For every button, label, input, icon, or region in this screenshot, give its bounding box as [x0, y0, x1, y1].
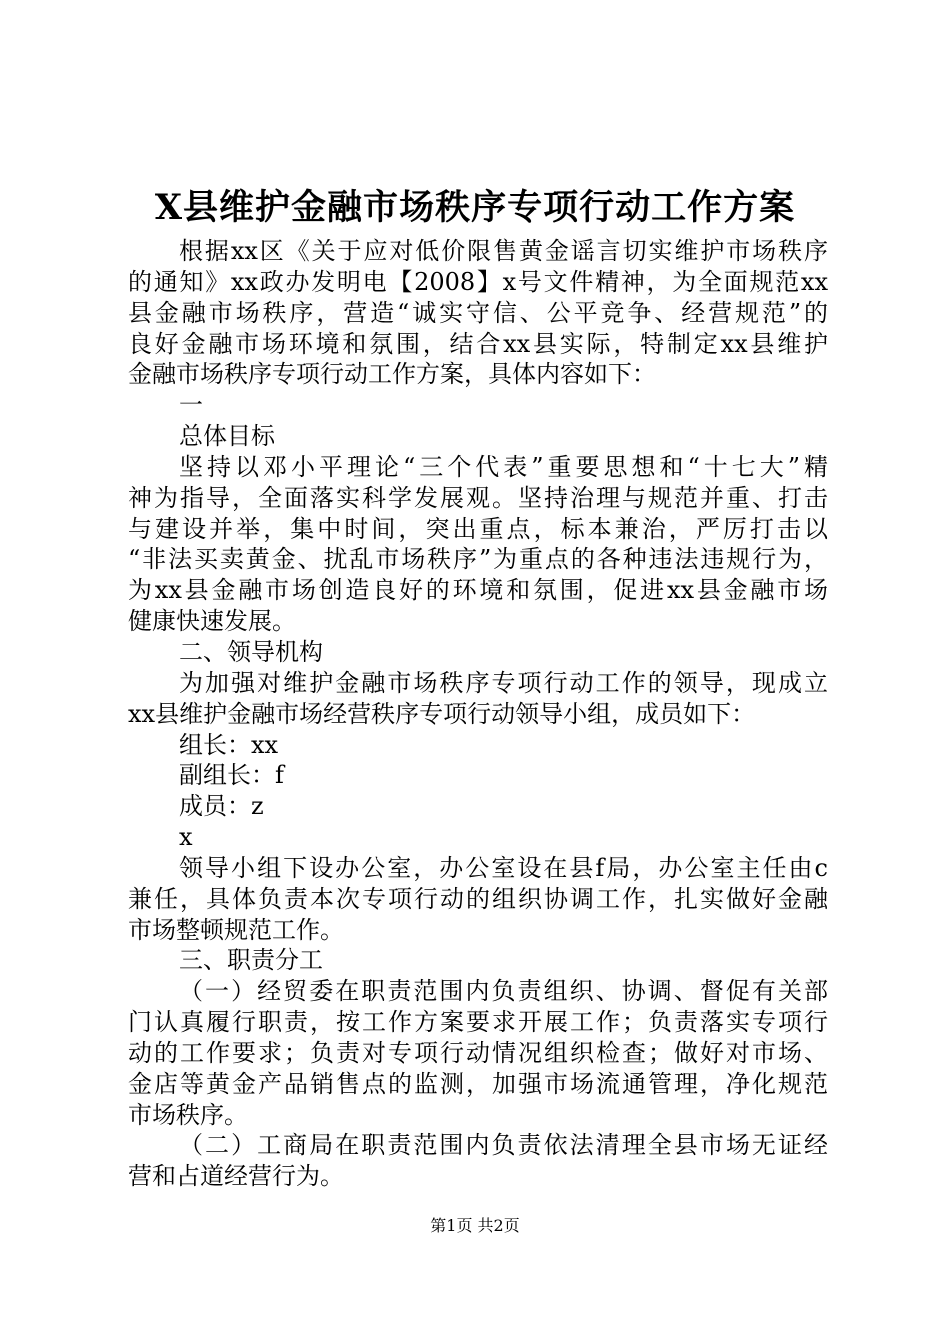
body-line: 与建设并举，集中时间，突出重点，标本兼治，严厉打击以 [128, 514, 828, 543]
body-line: 坚持以邓小平理论“三个代表”重要思想和“十七大”精 [179, 452, 828, 481]
section-heading: 总体目标 [179, 422, 275, 451]
body-line: 金融市场秩序专项行动工作方案，具体内容如下： [128, 360, 656, 389]
body-line: 市场整顿规范工作。 [128, 915, 344, 944]
section-heading: 二、领导机构 [179, 637, 323, 666]
member-line: 成员：z [179, 792, 264, 821]
body-line: 营和占道经营行为。 [128, 1162, 344, 1191]
section-number: 一 [179, 391, 203, 420]
page-footer: 第1页 共2页 [430, 1216, 520, 1235]
document-body [128, 236, 828, 1192]
body-line: 金店等黄金产品销售点的监测，加强市场流通管理，净化规范 [128, 1069, 828, 1098]
body-line: 兼任，具体负责本次专项行动的组织协调工作，扎实做好金融 [128, 884, 828, 913]
body-line: 门认真履行职责，按工作方案要求开展工作；负责落实专项行 [128, 1008, 828, 1037]
body-line: 领导小组下设办公室，办公室设在县f局，办公室主任由c [179, 853, 828, 882]
document-title: X县维护金融市场秩序专项行动工作方案 [154, 187, 796, 228]
body-line: 市场秩序。 [128, 1100, 248, 1129]
body-line: 健康快速发展。 [128, 607, 296, 636]
section-heading: 三、职责分工 [179, 946, 323, 975]
body-line: （二）工商局在职责范围内负责依法清理全县市场无证经 [179, 1131, 828, 1160]
body-line: 根据xx区《关于应对低价限售黄金谣言切实维护市场秩序 [179, 237, 828, 265]
body-line: “非法买卖黄金、扰乱市场秩序”为重点的各种违法违规行为， [128, 545, 828, 574]
member-line: x [179, 823, 193, 852]
body-line: （一）经贸委在职责范围内负责组织、协调、督促有关部 [179, 977, 828, 1006]
body-line: xx县维护金融市场经营秩序专项行动领导小组，成员如下： [128, 699, 756, 728]
body-line: 为xx县金融市场创造良好的环境和氛围，促进xx县金融市场 [128, 576, 828, 605]
body-line: 县金融市场秩序，营造“诚实守信、公平竞争、经营规范”的 [128, 298, 828, 327]
member-line: 组长：xx [179, 730, 279, 759]
body-line: 神为指导，全面落实科学发展观。坚持治理与规范并重、打击 [128, 483, 828, 512]
member-line: 副组长：f [179, 761, 284, 790]
body-line: 动的工作要求；负责对专项行动情况组织检查；做好对市场、 [128, 1038, 828, 1067]
body-line: 良好金融市场环境和氛围，结合xx县实际，特制定xx县维护 [128, 329, 828, 358]
body-line: 的通知》xx政办发明电【2008】x号文件精神，为全面规范xx [128, 267, 828, 296]
body-line: 为加强对维护金融市场秩序专项行动工作的领导，现成立 [179, 668, 828, 697]
